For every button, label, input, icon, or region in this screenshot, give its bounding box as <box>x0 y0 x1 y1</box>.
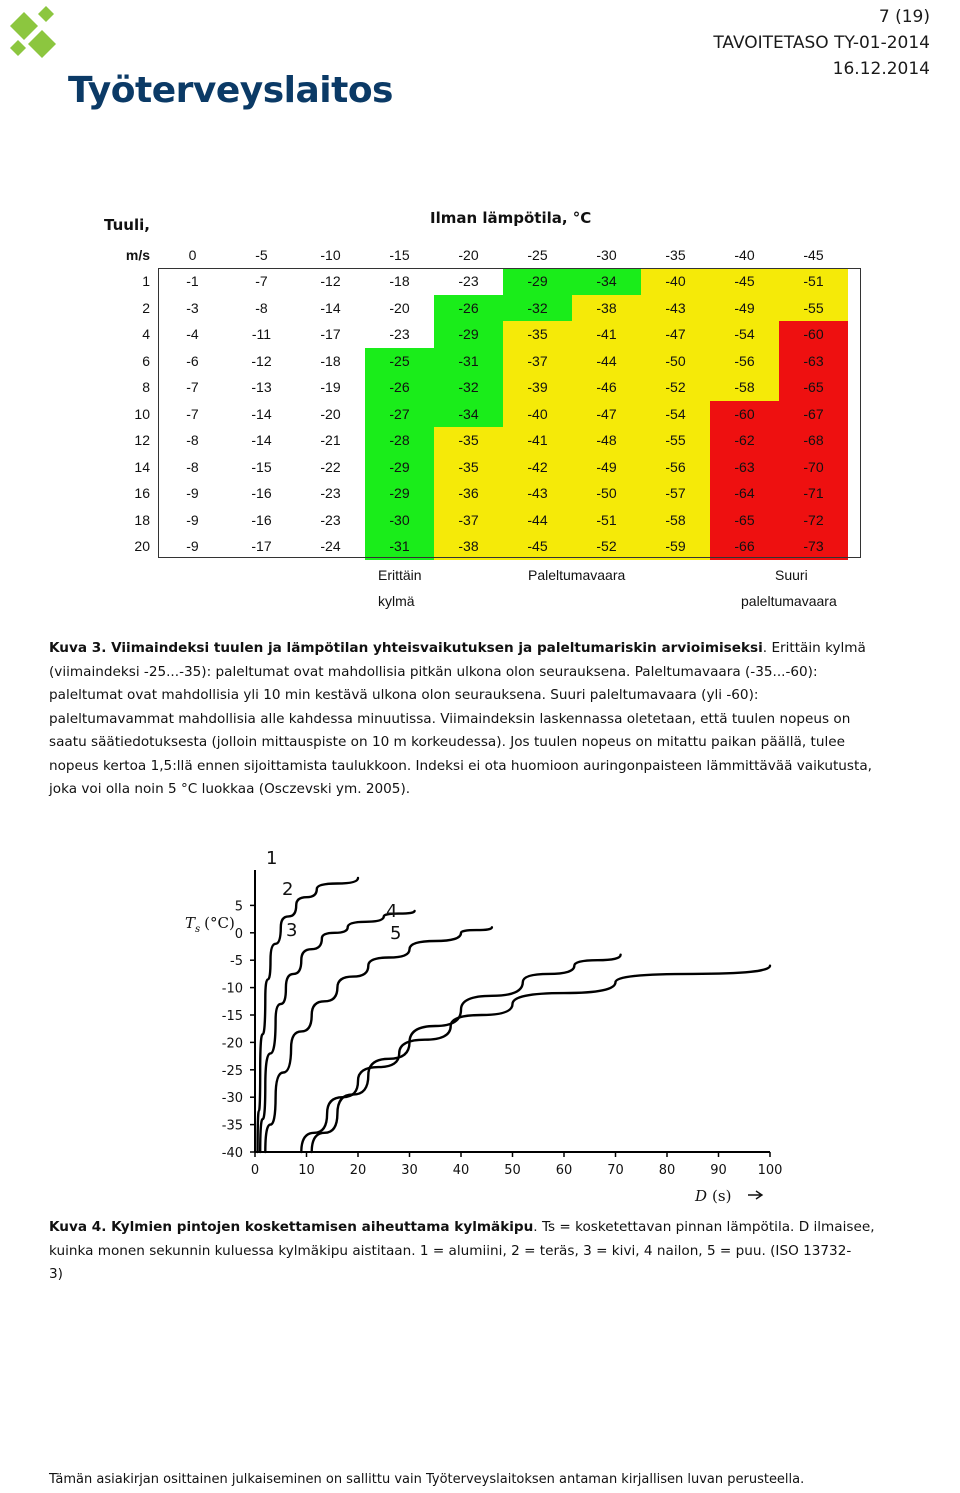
caption3-line-2: paleltumat ovat mahdollisia yli 10 min kestävä ulkona olon seurauksena. Suuri paleltumavaara (yli -60): <box>49 687 759 703</box>
wind-chill-cell: -26 <box>365 374 434 401</box>
wind-chill-cell: -44 <box>503 507 572 534</box>
page-header <box>713 4 930 82</box>
wind-chill-cell: -35 <box>434 454 503 481</box>
caption3-line-6: joka voi olla noin 5 °C luokkaa (Osczevski ym. 2005). <box>49 781 411 797</box>
y-tick-label: -5 <box>230 954 243 970</box>
caption3-line-5: nopeus kertoa 1,5:llä ennen sijoittamista taulukkoon. Indeksi ei ota huomioon auringonpaisteen lämmittävää vaikutusta, <box>49 757 872 774</box>
wind-chill-cell: -7 <box>186 379 199 396</box>
caption3-line-4: saatu säätiedotuksesta (jolloin mittauspiste on 10 m korkeudessa). Jos tuulen nopeus on mitattu paikan päällä, tulee <box>49 734 845 750</box>
wind-chill-cell: -41 <box>503 427 572 454</box>
series-3-curve <box>265 927 492 1152</box>
x-tick-label: 20 <box>349 1163 367 1178</box>
wind-chill-cell: -26 <box>434 295 503 322</box>
series-4-label: 4 <box>386 901 398 922</box>
caption4-line-2: kuinka monen sekunnin kuluessa kylmäkipu aistitaan. 1 = alumiini, 2 = teräs, 3 = kivi, 4 nailon, 5 = puu. (ISO 13732- <box>49 1242 852 1259</box>
wind-speed-cell: 6 <box>142 352 150 369</box>
wind-chill-cell: -73 <box>779 533 848 560</box>
temperature-header-cell: -45 <box>803 246 824 263</box>
wind-chill-cell: -41 <box>572 321 641 348</box>
table-row <box>100 295 848 322</box>
table-row <box>100 401 848 428</box>
wind-chill-cell: -47 <box>641 321 710 348</box>
wind-chill-cell: -29 <box>365 480 434 507</box>
wind-chill-cell: -59 <box>641 533 710 560</box>
y-tick-label: 5 <box>234 899 243 915</box>
wind-chill-cell: -66 <box>710 533 779 560</box>
wind-chill-cell: -15 <box>251 458 272 475</box>
wind-chill-cell: -37 <box>503 348 572 375</box>
y-tick-label: -30 <box>221 1091 243 1107</box>
table-row <box>100 533 848 560</box>
wind-chill-cell: -49 <box>572 454 641 481</box>
wind-chill-cell: -8 <box>186 458 199 475</box>
x-tick-label: 60 <box>555 1163 573 1178</box>
logo-text: Työterveyslaitos <box>68 70 393 111</box>
temperature-header-cell: -20 <box>458 246 479 263</box>
wind-chill-cell: -29 <box>503 268 572 295</box>
wind-chill-cell: -24 <box>320 538 341 555</box>
wind-chill-cell: -40 <box>503 401 572 428</box>
wind-chill-cell: -40 <box>641 268 710 295</box>
wind-chill-cell: -29 <box>365 454 434 481</box>
wind-chill-cell: -34 <box>434 401 503 428</box>
y-tick-label: -10 <box>221 981 243 997</box>
wind-speed-cell: 10 <box>134 405 150 422</box>
caption3-line-1: (viimaindeksi -25...-35): paleltumat ovat mahdollisia pitkän ulkona olon seurauksena. Paleltumavaara (-35...-60): <box>49 663 818 680</box>
wind-chill-cell: -32 <box>503 295 572 322</box>
wind-chill-cell: -55 <box>641 427 710 454</box>
caption3-line-3: paleltumavammat mahdollisia alle kahdessa minuutissa. Viimaindeksin laskennassa oletetaan, että tuulen nopeus on <box>49 710 851 727</box>
wind-chill-cell: -13 <box>251 379 272 396</box>
wind-label: Tuuli, <box>104 216 150 234</box>
table-header-row <box>100 241 848 268</box>
x-axis-arrow-icon <box>748 1191 762 1199</box>
wind-chill-cell: -11 <box>251 326 272 343</box>
wind-chill-cell: -56 <box>641 454 710 481</box>
wind-chill-cell: -56 <box>710 348 779 375</box>
wind-chill-cell: -46 <box>572 374 641 401</box>
temperature-header-cell: -25 <box>527 246 548 263</box>
wind-chill-cell: -32 <box>434 374 503 401</box>
wind-chill-cell: -31 <box>365 533 434 560</box>
wind-chill-cell: -23 <box>320 485 341 502</box>
x-tick-label: 0 <box>250 1163 260 1178</box>
temperature-label: Ilman lämpötila, °C <box>430 209 592 227</box>
table-row <box>100 374 848 401</box>
wind-chill-cell: -37 <box>434 507 503 534</box>
x-tick-label: 80 <box>658 1163 676 1178</box>
wind-chill-cell: -72 <box>779 507 848 534</box>
wind-chill-cell: -18 <box>389 273 410 290</box>
temperature-header-cell: 0 <box>188 246 197 263</box>
legend-frostbite: Paleltumavaara <box>528 567 626 583</box>
temperature-header-cell: -15 <box>389 246 410 263</box>
wind-speed-cell: 14 <box>134 458 150 475</box>
legend-very-cold-1: Erittäin <box>378 567 422 583</box>
logo-mark-icon <box>4 6 74 76</box>
page-number: 7 (19) <box>878 7 930 27</box>
legend-high-2: paleltumavaara <box>741 593 837 609</box>
wind-chill-cell: -34 <box>572 268 641 295</box>
wind-chill-cell: -44 <box>572 348 641 375</box>
wind-chill-cell: -38 <box>434 533 503 560</box>
wind-chill-cell: -35 <box>503 321 572 348</box>
series-5-curve <box>312 955 621 1152</box>
figure-3-caption-title: Kuva 3. Viimaindeksi tuulen ja lämpötilan yhteisvaikutuksen ja paleltumariskin arvioimiseksi <box>49 640 763 656</box>
table-row <box>100 454 848 481</box>
wind-chill-cell: -31 <box>434 348 503 375</box>
wind-chill-cell: -67 <box>779 401 848 428</box>
wind-chill-cell: -7 <box>186 405 199 422</box>
table-row <box>100 480 848 507</box>
wind-chill-cell: -23 <box>389 326 410 343</box>
table-row <box>100 427 848 454</box>
y-tick-label: -35 <box>221 1118 243 1134</box>
wind-chill-cell: -7 <box>255 273 268 290</box>
x-tick-label: 10 <box>298 1163 315 1178</box>
wind-chill-cell: -3 <box>186 299 199 316</box>
x-tick-label: 50 <box>504 1163 521 1178</box>
caption4-line-3: 3) <box>49 1266 63 1282</box>
wind-chill-cell: -29 <box>434 321 503 348</box>
wind-chill-cell: -4 <box>186 326 199 343</box>
logo <box>4 6 393 111</box>
temperature-header-cell: -35 <box>665 246 686 263</box>
y-tick-label: -15 <box>221 1009 243 1024</box>
x-axis-label: D (s) <box>695 1187 732 1205</box>
wind-chill-cell: -57 <box>641 480 710 507</box>
wind-chill-cell: -9 <box>186 485 199 502</box>
wind-chill-cell: -9 <box>186 511 199 528</box>
wind-chill-cell: -21 <box>320 432 341 449</box>
wind-chill-cell: -14 <box>320 299 341 316</box>
figure-4-caption-title: Kuva 4. Kylmien pintojen koskettamisen aiheuttama kylmäkipu <box>49 1219 534 1235</box>
wind-chill-cell: -50 <box>572 480 641 507</box>
wind-chill-cell: -50 <box>641 348 710 375</box>
wind-chill-cell: -60 <box>710 401 779 428</box>
wind-chill-table <box>100 241 848 560</box>
wind-speed-cell: 8 <box>142 379 150 396</box>
wind-speed-cell: 12 <box>134 432 150 449</box>
wind-chill-cell: -8 <box>255 299 268 316</box>
wind-chill-cell: -35 <box>434 427 503 454</box>
cold-pain-chart <box>150 840 790 1210</box>
wind-chill-cell: -14 <box>251 405 272 422</box>
wind-chill-cell: -22 <box>320 458 341 475</box>
wind-chill-cell: -58 <box>641 507 710 534</box>
temperature-header-cell: -5 <box>255 246 268 263</box>
wind-speed-cell: 18 <box>134 511 150 528</box>
table-row <box>100 348 848 375</box>
caption3-line-0: . Erittäin kylmä <box>762 640 866 656</box>
wind-chill-cell: -12 <box>320 273 341 290</box>
wind-chill-cell: -8 <box>186 432 199 449</box>
wind-chill-cell: -43 <box>503 480 572 507</box>
wind-chill-cell: -1 <box>186 273 199 290</box>
table-row <box>100 268 848 295</box>
wind-speed-cell: 1 <box>142 273 150 290</box>
figure-4-caption <box>49 1216 959 1287</box>
wind-chill-cell: -27 <box>365 401 434 428</box>
wind-chill-cell: -30 <box>365 507 434 534</box>
series-1-curve <box>258 878 358 1152</box>
wind-chill-cell: -54 <box>641 401 710 428</box>
wind-chill-cell: -70 <box>779 454 848 481</box>
wind-chill-cell: -65 <box>710 507 779 534</box>
wind-chill-cell: -63 <box>710 454 779 481</box>
wind-chill-cell: -23 <box>320 511 341 528</box>
wind-chill-cell: -28 <box>365 427 434 454</box>
legend-high-1: Suuri <box>775 567 808 583</box>
temperature-header-cell: -30 <box>596 246 617 263</box>
wind-chill-cell: -36 <box>434 480 503 507</box>
figure-3-caption <box>49 637 959 802</box>
series-5-label: 5 <box>390 923 402 944</box>
wind-chill-cell: -47 <box>572 401 641 428</box>
wind-chill-cell: -19 <box>320 379 341 396</box>
y-tick-label: 0 <box>234 926 243 942</box>
wind-chill-cell: -45 <box>503 533 572 560</box>
x-tick-label: 90 <box>710 1163 727 1178</box>
x-tick-label: 30 <box>401 1163 418 1178</box>
x-tick-label: 100 <box>757 1163 783 1178</box>
wind-chill-cell: -12 <box>251 352 272 369</box>
wind-chill-cell: -48 <box>572 427 641 454</box>
temperature-header-cell: -40 <box>734 246 755 263</box>
table-row <box>100 507 848 534</box>
wind-chill-cell: -6 <box>186 352 199 369</box>
wind-chill-cell: -68 <box>779 427 848 454</box>
wind-chill-cell: -71 <box>779 480 848 507</box>
wind-chill-cell: -16 <box>251 485 272 502</box>
wind-speed-cell: 16 <box>134 485 150 502</box>
wind-chill-cell: -14 <box>251 432 272 449</box>
wind-chill-cell: -62 <box>710 427 779 454</box>
wind-chill-cell: -63 <box>779 348 848 375</box>
footer-notice: Tämän asiakirjan osittainen julkaiseminen on sallittu vain Työterveyslaitoksen antaman kirjallisen luvan perusteella. <box>49 1472 805 1487</box>
wind-chill-cell: -23 <box>458 273 479 290</box>
document-id: TAVOITETASO TY-01-2014 <box>713 33 930 53</box>
wind-chill-cell: -54 <box>710 321 779 348</box>
wind-speed-cell: 4 <box>142 326 150 343</box>
wind-chill-cell: -42 <box>503 454 572 481</box>
wind-chill-cell: -52 <box>572 533 641 560</box>
wind-chill-cell: -9 <box>186 538 199 555</box>
series-1-label: 1 <box>266 848 278 869</box>
series-3-label: 3 <box>286 920 298 941</box>
wind-chill-cell: -45 <box>710 268 779 295</box>
wind-chill-cell: -16 <box>251 511 272 528</box>
wind-chill-cell: -25 <box>365 348 434 375</box>
wind-chill-cell: -39 <box>503 374 572 401</box>
x-tick-label: 40 <box>452 1163 470 1178</box>
series-2-label: 2 <box>282 879 294 900</box>
temperature-header-cell: -10 <box>320 246 341 263</box>
x-tick-label: 70 <box>607 1163 624 1178</box>
wind-chill-cell: -20 <box>389 299 410 316</box>
series-4-curve <box>301 966 770 1152</box>
wind-chill-cell: -49 <box>710 295 779 322</box>
wind-chill-cell: -20 <box>320 405 341 422</box>
wind-chill-cell: -43 <box>641 295 710 322</box>
wind-chill-cell: -52 <box>641 374 710 401</box>
wind-chill-cell: -64 <box>710 480 779 507</box>
wind-chill-cell: -58 <box>710 374 779 401</box>
y-tick-label: -40 <box>221 1146 243 1161</box>
wind-chill-cell: -17 <box>320 326 341 343</box>
wind-speed-cell: 2 <box>142 299 150 316</box>
wind-chill-cell: -55 <box>779 295 848 322</box>
wind-chill-cell: -17 <box>251 538 272 555</box>
wind-unit-label: m/s <box>125 246 150 263</box>
wind-chill-cell: -65 <box>779 374 848 401</box>
document-date: 16.12.2014 <box>832 59 930 79</box>
legend-very-cold-2: kylmä <box>378 593 415 609</box>
y-tick-label: -20 <box>221 1036 243 1052</box>
wind-chill-cell: -38 <box>572 295 641 322</box>
caption4-line-1: . Ts = kosketettavan pinnan lämpötila. D ilmaisee, <box>533 1219 875 1235</box>
wind-chill-cell: -51 <box>572 507 641 534</box>
y-axis-label: $T_s$ (°C) <box>185 914 235 935</box>
wind-chill-cell: -51 <box>779 268 848 295</box>
table-row <box>100 321 848 348</box>
wind-chill-cell: -60 <box>779 321 848 348</box>
y-tick-label: -25 <box>221 1063 243 1079</box>
wind-chill-cell: -18 <box>320 352 341 369</box>
wind-speed-cell: 20 <box>134 538 150 555</box>
